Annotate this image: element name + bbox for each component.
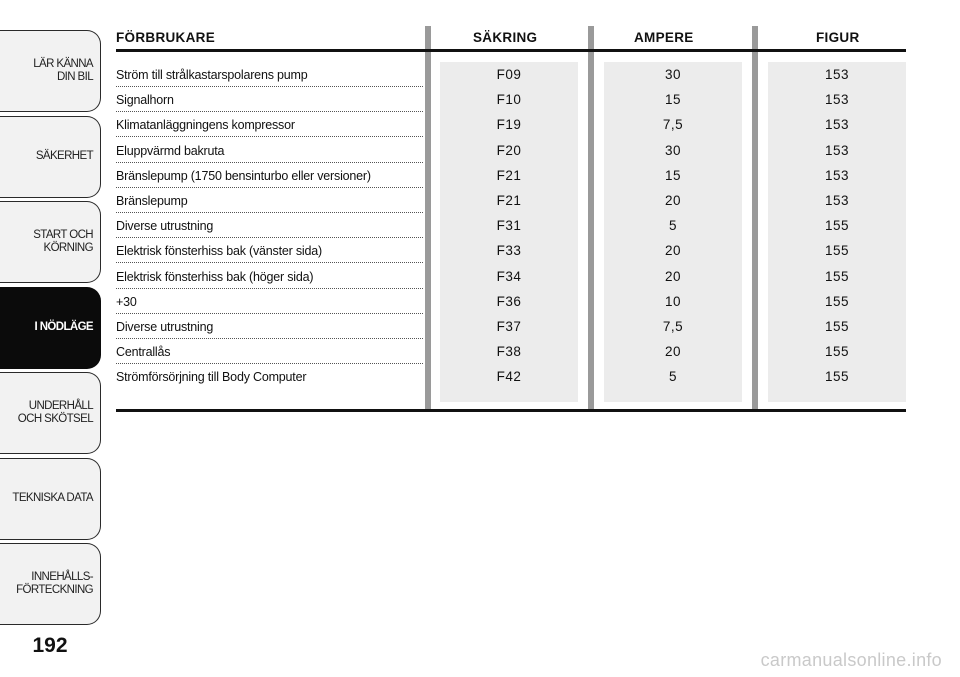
table-row — [116, 62, 906, 87]
header-fuse: SÄKRING — [473, 30, 538, 45]
header-figure: FIGUR — [816, 30, 860, 45]
ampere-cell: 20 — [664, 243, 682, 259]
header-ampere: AMPERE — [634, 30, 694, 45]
chapter-tab[interactable]: LÄR KÄNNA DIN BIL — [0, 30, 101, 112]
fuse-cell: F38 — [496, 344, 522, 360]
figure-cell: 155 — [824, 218, 850, 234]
ampere-cell: 5 — [668, 218, 677, 234]
chapter-tab[interactable]: START OCH KÖRNING — [0, 201, 101, 283]
table-row — [116, 238, 906, 263]
figure-cell: 155 — [824, 319, 850, 334]
table-row — [116, 314, 906, 339]
figure-cell: 153 — [824, 92, 850, 108]
table-row — [116, 112, 906, 137]
fuse-cell: F09 — [496, 67, 522, 82]
consumer-cell: Centrallås — [116, 345, 171, 360]
chapter-tab[interactable]: TEKNISKA DATA — [0, 458, 101, 540]
ampere-cell: 7,5 — [662, 319, 684, 334]
ampere-cell: 20 — [664, 193, 682, 208]
consumer-cell: Elektrisk fönsterhiss bak (vänster sida) — [116, 244, 322, 259]
consumer-cell: Diverse utrustning — [116, 219, 214, 234]
table-row — [116, 264, 906, 289]
header-rule — [116, 49, 906, 52]
figure-cell: 153 — [824, 167, 850, 183]
table-row — [116, 163, 906, 188]
figure-cell: 153 — [824, 117, 850, 133]
fuse-cell: F31 — [496, 218, 522, 234]
consumer-cell: Ström till strålkastarspolarens pump — [116, 68, 308, 82]
figure-cell: 155 — [824, 344, 850, 360]
figure-cell: 153 — [824, 142, 850, 158]
consumer-cell: Bränslepump — [116, 194, 188, 208]
fuse-cell: F21 — [496, 193, 522, 208]
figure-cell: 155 — [824, 268, 850, 284]
chapter-tab[interactable]: SÄKERHET — [0, 116, 101, 198]
ampere-cell: 20 — [664, 268, 682, 284]
table-row — [116, 289, 906, 314]
chapter-tab[interactable]: I NÖDLÄGE — [0, 287, 101, 369]
ampere-cell: 7,5 — [662, 117, 684, 133]
fuse-cell: F21 — [496, 167, 522, 183]
ampere-cell: 10 — [664, 293, 682, 309]
figure-cell: 155 — [824, 293, 850, 309]
fuse-cell: F34 — [496, 268, 522, 284]
table-row — [116, 87, 906, 112]
fuse-cell: F33 — [496, 243, 522, 259]
chapter-tab[interactable]: UNDERHÅLL OCH SKÖTSEL — [0, 372, 101, 454]
figure-cell: 153 — [824, 193, 850, 208]
table-row — [116, 213, 906, 238]
ampere-cell: 5 — [668, 369, 677, 385]
ampere-cell: 20 — [664, 344, 682, 360]
table-row — [116, 138, 906, 163]
fuse-cell: F10 — [496, 92, 522, 108]
fuse-cell: F20 — [496, 142, 522, 158]
consumer-cell: Eluppvärmd bakruta — [116, 143, 225, 158]
table-row — [116, 339, 906, 364]
consumer-cell: Strömförsörjning till Body Computer — [116, 370, 307, 385]
ampere-cell: 15 — [664, 92, 682, 108]
chapter-tab[interactable]: INNEHÅLLS- FÖRTECKNING — [0, 543, 101, 625]
table-row — [116, 188, 906, 213]
ampere-cell: 15 — [664, 167, 682, 183]
consumer-cell: Elektrisk fönsterhiss bak (höger sida) — [116, 269, 314, 284]
consumer-cell: Klimatanläggningens kompressor — [116, 118, 295, 133]
consumer-cell: Bränslepump (1750 bensinturbo eller versioner) — [116, 168, 371, 183]
fuse-cell: F36 — [496, 293, 522, 309]
bottom-rule — [116, 409, 906, 412]
fuse-cell: F42 — [496, 369, 522, 385]
figure-cell: 153 — [824, 67, 850, 82]
page-number: 192 — [32, 634, 68, 657]
consumer-cell: +30 — [116, 294, 137, 309]
header-consumer: FÖRBRUKARE — [116, 30, 215, 45]
consumer-cell: Diverse utrustning — [116, 320, 214, 334]
ampere-cell: 30 — [664, 67, 682, 82]
fuse-cell: F19 — [496, 117, 522, 133]
fuse-cell: F37 — [496, 319, 522, 334]
fuse-table — [116, 26, 906, 414]
table-row — [116, 364, 906, 389]
consumer-cell: Signalhorn — [116, 93, 174, 108]
ampere-cell: 30 — [664, 142, 682, 158]
watermark: carmanualsonline.info — [760, 650, 942, 670]
figure-cell: 155 — [824, 369, 850, 385]
figure-cell: 155 — [824, 243, 850, 259]
